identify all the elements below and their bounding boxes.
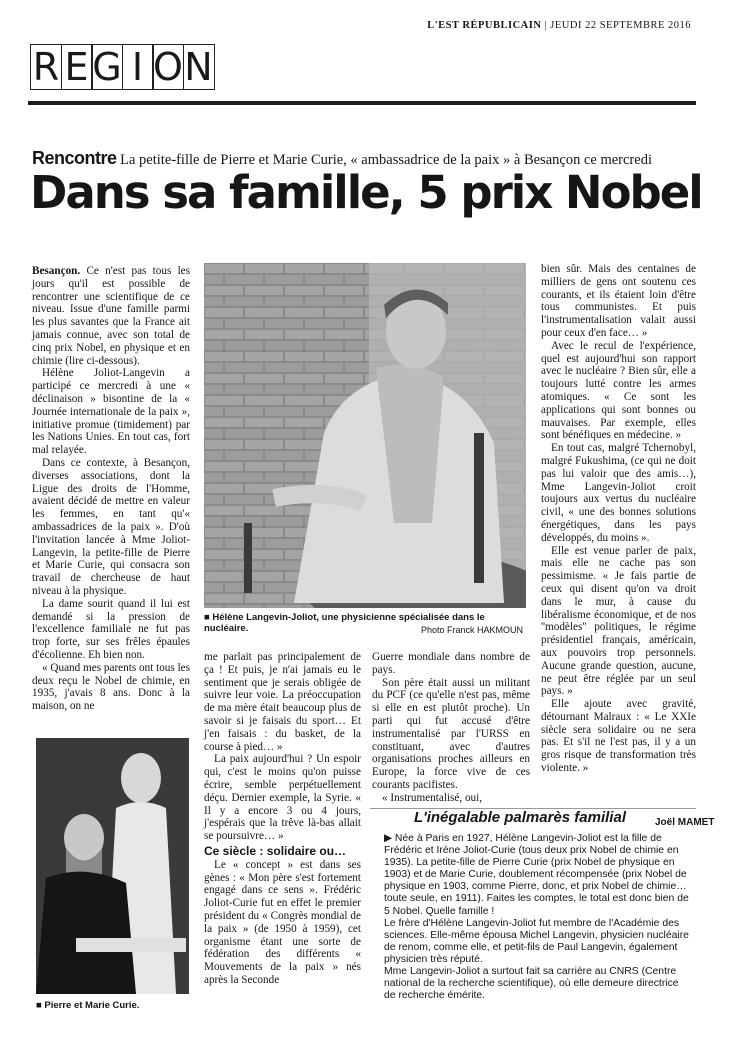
article-column-2 [204, 651, 361, 987]
paragraph: Dans ce contexte, à Besançon, diverses associations, dont la Ligue des droits de l'Homme, avaient décidé de mettre en valeur les femmes, en tant qu'« ambassadrices de la paix ». D'où l'invitation lancée à Mme Joliot-Langevin, la petite-fille de Pierre et Marie Curie, qui consacra son travail de chercheuse de haut niveau à la physique. [32, 456, 190, 597]
main-photo [204, 263, 526, 608]
paragraph: Le « concept » est dans ses gènes : « Mon père s'est fortement engagé dans ce sens ». Frédéric Joliot-Curie fut en effet le premier président du « Congrès mondial de la paix » (de 1950 à 1959), cet organisme étant une sorte de fédération des différents « Mouvements de la paix » nés après la Seconde [204, 858, 361, 986]
paragraph: me parlait pas principalement de ça ! Et puis, je n'ai jamais eu le sentiment que je serais obligée de suivre leur voie. La préoccupation de ma mère était beaucoup plus de savoir si je faisais du sport… Et j'en faisais : du basket, de la course à pied… » [204, 651, 361, 753]
paragraph: Avec le recul de l'expérience, quel est aujourd'hui son rapport avec le nucléaire ? Bien sûr, elle a toujours lutté contre les armes atomiques. « Ce sont les applications qui sont bonnes ou mauvaises. Par exemple, elles sont bénéfiques en médecine. » [541, 339, 696, 442]
section-letter: G [92, 45, 122, 89]
paragraph: « Quand mes parents ont tous les deux reçu le Nobel de chimie, en 1935, j'avais 8 ans. Donc à la maison, on ne [32, 661, 190, 713]
caption-bullet: ■ [204, 612, 213, 623]
paragraph: En tout cas, malgré Tchernobyl, malgré Fukushima, (ce qui ne doit pas lui valoir que des amis…), Mme Langevin-Joliot croit toujours aux vertus du nucléaire civil, « une des bonnes solutions énergétiques, dans les pays développés, du moins ». [541, 442, 696, 544]
sidebar-paragraph [384, 833, 690, 918]
newspaper-name: L'EST RÉPUBLICAIN [427, 20, 542, 31]
paragraph: « Instrumentalisé, oui, [382, 791, 483, 804]
small-photo-caption [36, 1000, 196, 1011]
paragraph: bien sûr. Mais des centaines de milliers de gens ont soutenu ces courants, et ils étaient loin d'être tous communistes. Et puis l'instrumentalisation valait aussi pour ceux d'en face… » [541, 263, 696, 339]
small-photo [36, 738, 189, 994]
section-label [30, 44, 213, 90]
subheading: Ce siècle : solidaire ou… [204, 843, 347, 858]
article-column-3 [372, 651, 530, 805]
paragraph: Hélène Joliot-Langevin a participé ce mercredi à une « déclinaison » bisontine de la « Journée internationale de la paix », initiative promue (timidement) par les Nations Unies. En tout cas, fort mal relayée. [32, 367, 190, 457]
sidebar-paragraph: Mme Langevin-Joliot a surtout fait sa carrière au CNRS (Centre national de la recherche scientifique), où elle demeure directrice de recherche émérite. [384, 966, 679, 1002]
article-column-1 [32, 265, 190, 713]
caption-bullet: ■ [36, 1000, 45, 1011]
paragraph: Guerre mondiale dans nombre de pays. [372, 651, 530, 676]
sidebar-paragraph: Le frère d'Hélène Langevin-Joliot fut membre de l'Académie des sciences. Elle-même épousa Michel Langevin, physicien nucléaire de renom, comme elle, et petit-fils de Paul Langevin, également physicien très réputé. [384, 917, 689, 965]
portrait-illustration [204, 263, 526, 608]
paragraph: Elle est venue parler de paix, mais elle ne cache pas son pessimisme. « Je fais partie de ceux qui disent qu'on va droit dans le mur, à cause du libéralisme économique, et de nos ''modèles'' politiques, le régime présidentiel français, américain, aux pouvoirs trop personnels. Aucune grande question, aucune, ne peut être réglée par un seul pays. » [541, 544, 696, 698]
paragraph: Elle ajoute avec gravité, détournant Malraux : « Le XXIe siècle sera solidaire ou ne sera pas. Et s'il ne l'est pas, il y a un gros risque de transformation très violente. » [541, 698, 696, 775]
caption-text: Pierre et Marie Curie. [44, 1000, 140, 1011]
sidebar-body [384, 833, 690, 1002]
publication-date: JEUDI 22 SEPTEMBRE 2016 [550, 20, 691, 31]
sidebar-box [370, 808, 696, 1018]
masthead-separator: | [544, 20, 548, 31]
kicker-label: Rencontre [32, 148, 117, 168]
paragraph [32, 265, 190, 367]
paragraph: La dame sourit quand il lui est demandé si la pression de l'excellence familiale ne fut pas trop forte, sur ses frêles épaules d'écolienne. Eh bien non. [32, 597, 190, 661]
section-letter: N [184, 45, 213, 89]
masthead [427, 20, 691, 31]
section-letter: E [61, 44, 93, 90]
section-divider [28, 101, 696, 105]
historic-portrait [36, 738, 189, 994]
section-letter: R [30, 44, 62, 90]
article-column-4 [541, 263, 696, 775]
bullet-icon: ▶ [384, 833, 395, 844]
sidebar-paragraph-text: Née à Paris en 1927, Hélène Langevin-Joliot est la fille de Frédéric et Irène Joliot-Curie (tous deux prix Nobel de chimie en 1935). La petite-fille de Pierre Curie (prix Nobel de physique en 1903) et de Marie Curie, doublement récompensée (prix Nobel de physique en 1903, comme Pierre, donc, et prix Nobel de chimie… toute seule, en 1911). Faites les comptes, le total est donc bien de 5 Nobel. Quelle famille ! [384, 833, 689, 917]
dateline: Besançon. [32, 265, 81, 277]
paragraph-text: Ce n'est pas tous les jours qu'il est possible de rencontrer une scientifique de ce niveau. Issue d'une famille parmi les plus savantes que la France ait jamais connue, avec son total de cinq prix Nobel, en physique et en chimie (lire ci-dessous). [32, 265, 190, 367]
paragraph: Son père était aussi un militant du PCF (ce qu'elle n'est pas, même si elle en est plutôt proche). Un parti qui fut accusé d'être instrumentalisé par l'URSS en constituant, avec d'autres organisations proches ailleurs en Europe, la force vive de ces courants pacifistes. [372, 676, 530, 791]
kicker-text: La petite-fille de Pierre et Marie Curie, « ambassadrice de la paix » à Besançon ce mercredi [120, 152, 652, 168]
photo-credit: Photo Franck HAKMOUN [421, 625, 524, 635]
section-letter: I [122, 44, 154, 90]
headline: Dans sa famille, 5 prix Nobel [30, 166, 702, 219]
paragraph: La paix aujourd'hui ? Un espoir qui, c'est le moins qu'on puisse écrire, semble perpétuellement déçu. Dernier exemple, la Syrie. « Il y a encore 3 ou 4 jours, j'espérais que la trêve là-bas allait se poursuivre… » [204, 753, 361, 843]
sidebar-title: L'inégalable palmarès familial [410, 809, 630, 826]
section-letter: O [153, 45, 183, 89]
author-byline: Joël MAMET [655, 817, 715, 828]
caption-text: Hélène Langevin-Joliot, une physicienne spécialisée dans le nucléaire. [204, 612, 485, 634]
